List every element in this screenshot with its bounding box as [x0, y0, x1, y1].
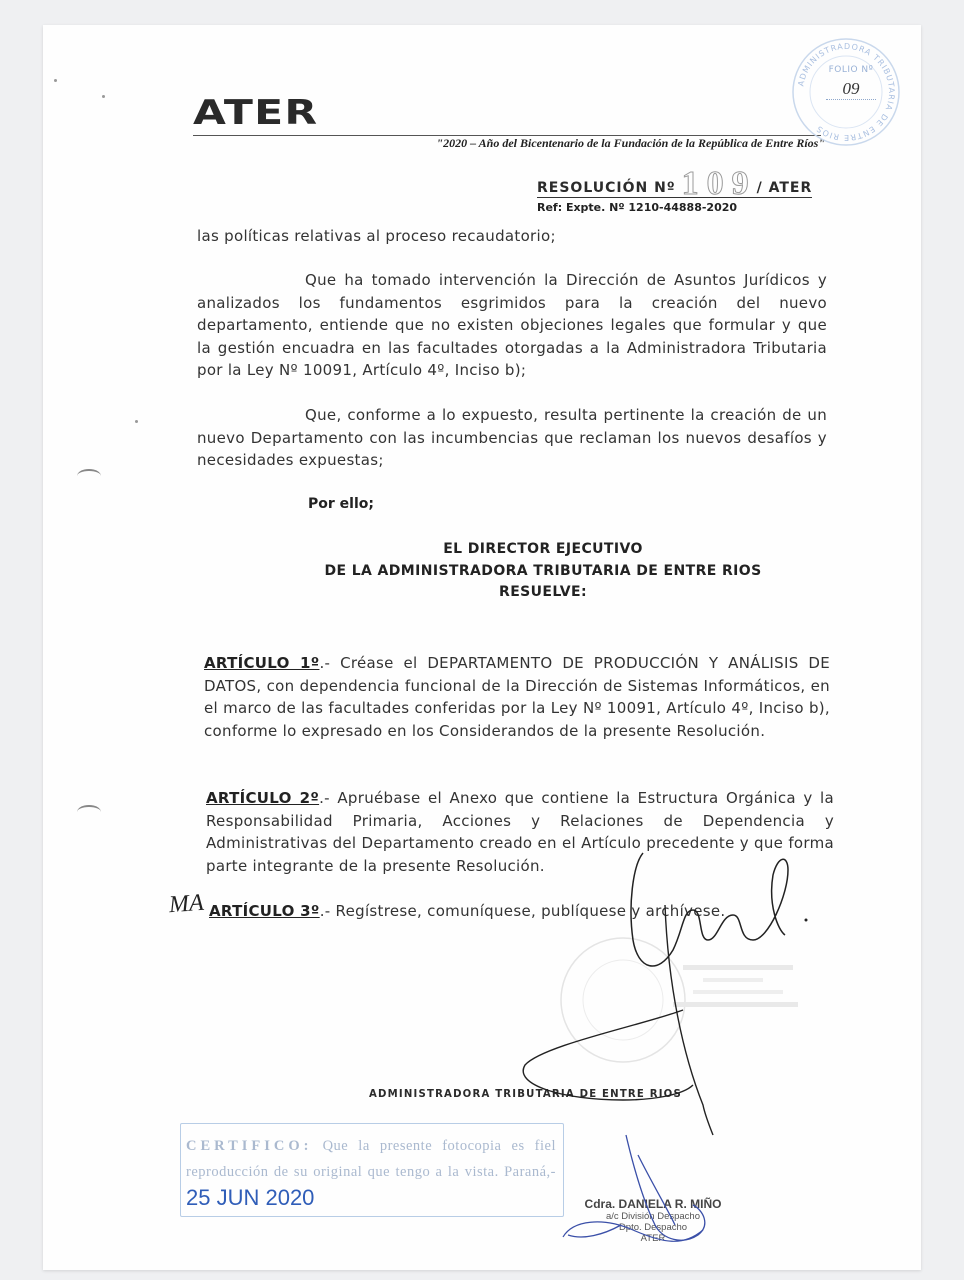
resolution-suffix: / ATER	[756, 180, 813, 196]
director-line: DE LA ADMINISTRADORA TRIBUTARIA DE ENTRE RIOS	[324, 562, 762, 579]
considerando-paragraph: Que, conforme a lo expuesto, resulta pertinente la creación de un nuevo Departamento con las incumbencias que reclaman los nuevos desafíos y necesidades expuestas;	[197, 406, 827, 469]
expedient-reference: Ref: Expte. Nº 1210-44888-2020	[537, 201, 738, 214]
continuation-text: las políticas relativas al proceso recaudatorio;	[197, 227, 556, 245]
speck	[102, 95, 105, 98]
article-separator: .-	[319, 902, 336, 920]
signer-department: Dpto. Despacho	[618, 1222, 688, 1233]
folio-number: 09	[842, 79, 860, 98]
header-motto: "2020 – Año del Bicentenario de la Fundación de la República de Entre Ríos"	[436, 136, 825, 150]
ater-logo: ATER	[193, 93, 319, 133]
faint-official-seal	[553, 930, 813, 1070]
signer-name: Cdra. DANIELA R. MIÑO	[584, 1197, 722, 1211]
por-ello-text: Por ello;	[308, 496, 374, 512]
speck	[54, 79, 57, 82]
resolution-number: 109	[681, 165, 757, 202]
resolving-authority	[243, 539, 843, 604]
institution-footer: ADMINISTRADORA TRIBUTARIA DE ENTRE RIOS	[369, 1087, 682, 1100]
signer-block	[583, 1197, 723, 1244]
marginal-initials: MA	[168, 889, 205, 919]
document-page	[43, 25, 921, 1270]
resolution-title	[537, 165, 813, 202]
article-heading: ARTÍCULO 1º	[204, 654, 320, 672]
signer-title: a/c División Despacho	[606, 1211, 700, 1222]
signer-agency: ATER	[640, 1233, 666, 1244]
article-separator: .-	[319, 789, 338, 807]
article-text: Créase el DEPARTAMENTO DE PRODUCCIÓN Y ANÁLISIS DE DATOS, con dependencia funcional de la Dirección de Sistemas Informáticos, en el marco de las facultades conferidas por la Ley Nº 10091, Artículo 4º, Inciso b), conforme lo expresado en los Considerandos de la presente Resolución.	[204, 654, 830, 740]
director-line: EL DIRECTOR EJECUTIVO	[443, 541, 643, 557]
speck	[135, 420, 138, 423]
article-1	[204, 652, 830, 742]
folio-dotted-line	[826, 99, 876, 100]
punch-hole-mark	[77, 805, 101, 819]
resolution-prefix: RESOLUCIÓN Nº	[537, 180, 676, 196]
certification-date: 25 JUN 2020	[186, 1185, 315, 1210]
article-2	[206, 787, 834, 877]
certification-stamp	[186, 1133, 556, 1214]
folio-label: FOLIO Nº	[828, 65, 874, 75]
considerando-paragraph: Que ha tomado intervención la Dirección de Asuntos Jurídicos y analizados los fundamentos esgrimidos para la creación del nuevo departamento, entiende que no existen objeciones legales que formular y que la gestión encuadra en las facultades otorgadas a la Administradora Tributaria por la Ley Nº 10091, Artículo 4º, Inciso b);	[197, 271, 827, 379]
punch-hole-mark	[77, 469, 101, 483]
article-separator: .-	[319, 654, 341, 672]
article-heading: ARTÍCULO 3º	[209, 902, 320, 920]
article-text: Regístrese, comuníquese, publíquese y archívese.	[335, 902, 726, 920]
article-text: Apruébase el Anexo que contiene la Estructura Orgánica y la Responsabilidad Primaria, Acciones y Relaciones de Dependencia y Administrativas del Departamento creado en el Artículo precedente y que forma parte integrante de la presente Resolución.	[206, 789, 834, 875]
folio-stamp	[821, 65, 881, 100]
certification-word: CERTIFICO:	[186, 1138, 313, 1154]
certification-text: Que la presente fotocopia es fiel reproducción de su original que tengo a la vista. Paraná,-	[186, 1138, 557, 1180]
resuelve-heading: RESUELVE:	[499, 584, 587, 600]
article-3	[209, 900, 809, 923]
article-heading: ARTÍCULO 2º	[206, 789, 320, 807]
folio-ring-text: ADMINISTRADORA TRIBUTARIA DE ENTRE RIOS	[796, 41, 897, 143]
signatures-overlay	[43, 25, 921, 1270]
